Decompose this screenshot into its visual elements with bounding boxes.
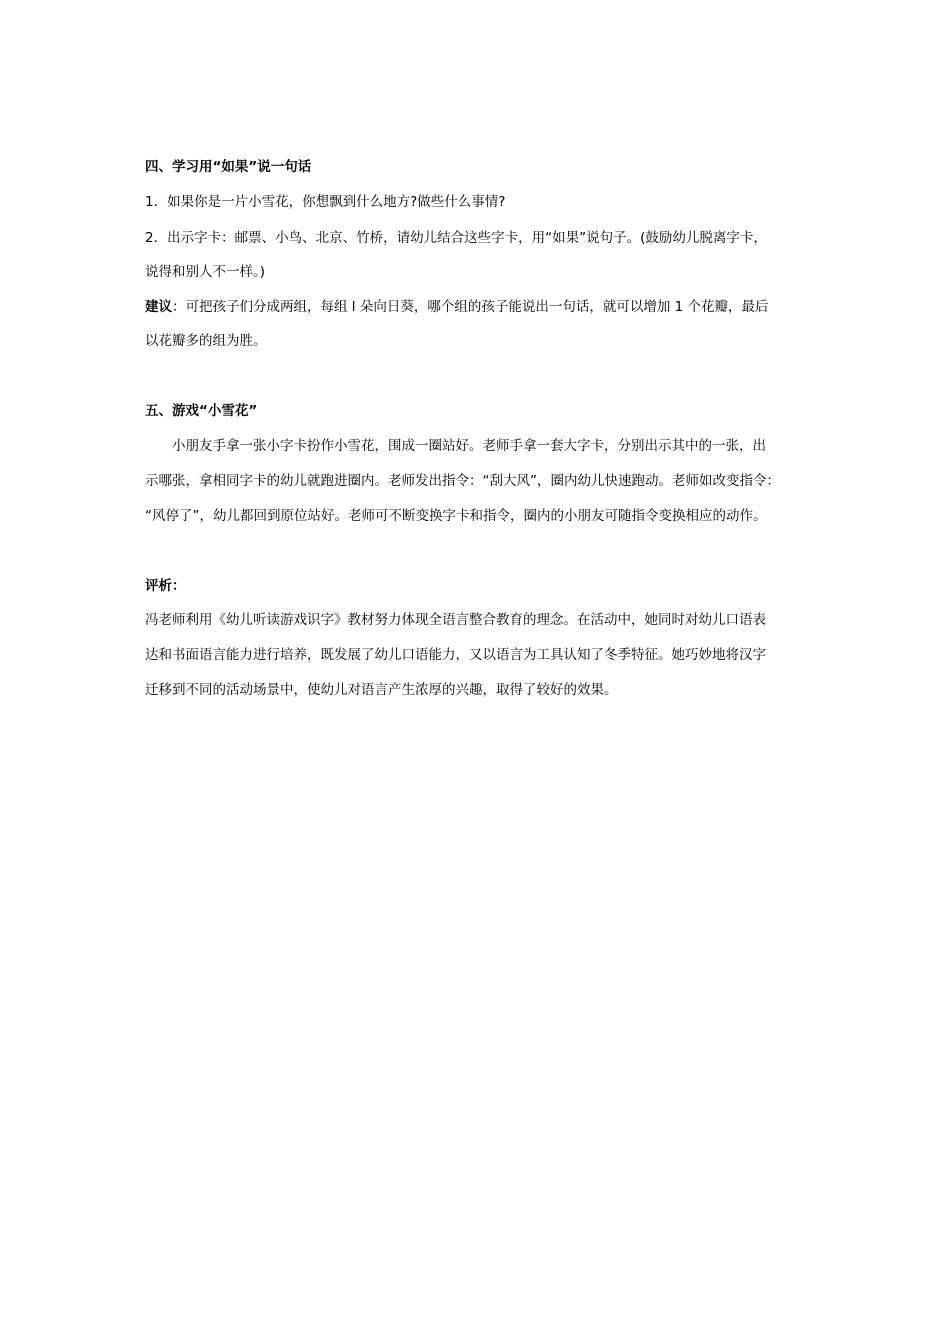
section4-suggestion-line2: 以花瓣多的组为胜。 [145,333,267,349]
section5-heading: 五、游戏“小雪花” [145,403,258,419]
section5-para-line2: 示哪张，拿相同字卡的幼儿就跑进圈内。老师发出指令：“刮大风”，圈内幼儿快速跑动。老师如改变指令： [145,473,780,489]
suggestion-text: ：可把孩子们分成两组，每组 l 朵向日葵，哪个组的孩子能说出一句话，就可以增加 1 个花瓣，最后 [172,299,769,315]
section4-item-2-line2: 说得和别人不一样。) [145,264,266,280]
review-line1: 冯老师利用《幼儿听读游戏识字》教材努力体现全语言整合教育的理念。在活动中，她同时对幼儿口语表 [145,612,766,628]
section4-suggestion-line1 [145,297,809,317]
section5-para-line3: “风停了”，幼儿都回到原位站好。老师可不断变换字卡和指令，圈内的小朋友可随指令变换相应的动作。 [145,508,767,524]
section5-para-line1: 小朋友手拿一张小字卡扮作小雪花，围成一圈站好。老师手拿一套大字卡，分别出示其中的一张，出 [172,438,766,454]
review-line2: 达和书面语言能力进行培养，既发展了幼儿口语能力，又以语言为工具认知了冬季特征。她巧妙地将汉字 [145,647,766,663]
review-line3: 迁移到不同的活动场景中，使幼儿对语言产生浓厚的兴趣，取得了较好的效果。 [145,682,618,698]
suggestion-label: 建议 [145,299,172,315]
review-heading: 评析： [145,578,186,594]
section4-item-2-line1: 2．出示字卡：邮票、小鸟、北京、竹桥，请幼儿结合这些字卡，用“如果”说句子。(鼓励幼儿脱离字卡， [145,230,767,246]
section4-heading: 四、学习用“如果”说一句话 [145,159,312,175]
section4-item-1: 1．如果你是一片小雪花，你想飘到什么地方?做些什么事情? [145,194,506,210]
